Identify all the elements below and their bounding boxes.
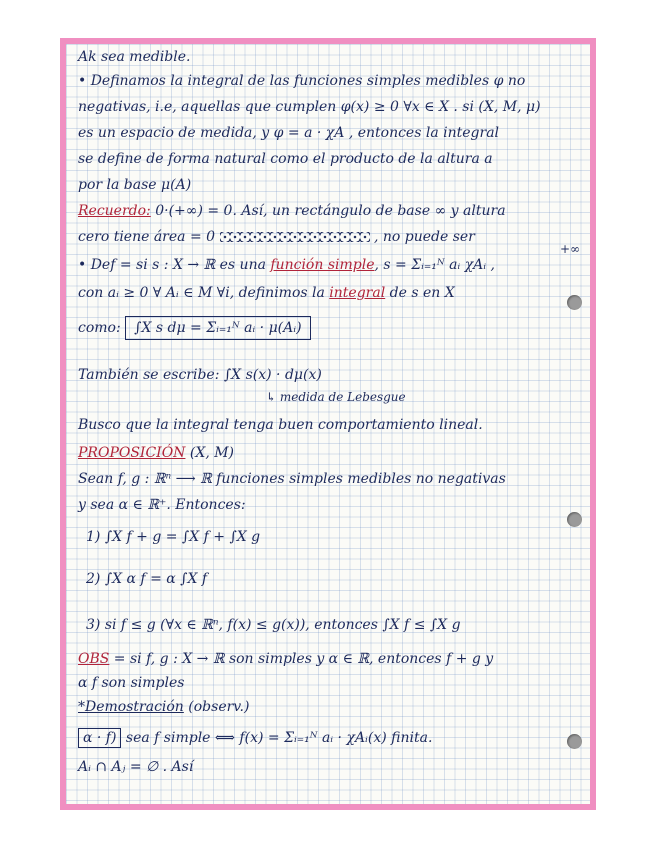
integral-emphasis: integral	[329, 285, 386, 301]
line-22: α f son simples	[78, 675, 185, 691]
line-7: Recuerdo: 0·(+∞) = 0. Así, un rectángulo de base ∞ y altura	[78, 203, 506, 219]
integral-definition-box: ∫X s dμ = Σᵢ₌₁ᴺ aᵢ · μ(Aᵢ)	[125, 316, 310, 340]
line-3: negativas, i.e, aquellas que cumplen φ(x) ≥ 0 ∀x ∈ X . si (X, M, μ)	[78, 99, 541, 115]
line-13: ↳ medida de Lebesgue	[266, 390, 406, 404]
recuerdo-label: Recuerdo:	[78, 203, 151, 219]
line-23: *Demostración (observ.)	[78, 699, 250, 715]
notebook-page	[66, 44, 590, 804]
line-16: Sean f, g : ℝⁿ ⟶ ℝ funciones simples medibles no negativas	[78, 471, 506, 487]
line-11: como: ∫X s dμ = Σᵢ₌₁ᴺ aᵢ · μ(Aᵢ)	[78, 316, 311, 340]
line-24: α · f) sea f simple ⟺ f(x) = Σᵢ₌₁ᴺ aᵢ · χAᵢ(x) finita.	[78, 728, 432, 748]
binder-hole	[567, 512, 582, 527]
line-17: y sea α ∈ ℝ⁺. Entonces:	[78, 497, 246, 513]
binder-hole	[567, 734, 582, 749]
proposicion-heading: PROPOSICIÓN	[78, 445, 186, 461]
scribble-mark	[220, 232, 370, 242]
line-5: se define de forma natural como el producto de la altura a	[78, 151, 493, 167]
line-21: OBS = si f, g : X → ℝ son simples y α ∈ ℝ, entonces f + g y	[78, 651, 494, 667]
line-15: PROPOSICIÓN (X, M)	[78, 445, 235, 461]
margin-note: +∞	[560, 242, 581, 256]
funcion-simple-emphasis: función simple	[270, 257, 375, 273]
alpha-f-label: α · f)	[78, 728, 121, 748]
line-8: cero tiene área = 0 , no puede ser	[78, 229, 475, 245]
line-20: 3) si f ≤ g (∀x ∈ ℝⁿ, f(x) ≤ g(x)), entonces ∫X f ≤ ∫X g	[86, 617, 461, 633]
line-12: También se escribe: ∫X s(x) · dμ(x)	[78, 367, 322, 383]
line-1: Ak sea medible.	[78, 49, 191, 65]
line-2: • Definamos la integral de las funciones simples medibles φ no	[78, 73, 526, 89]
binder-hole	[567, 295, 582, 310]
line-10: con aᵢ ≥ 0 ∀ Aᵢ ∈ M ∀i, definimos la integral de s en X	[78, 285, 455, 301]
line-25: Aᵢ ∩ Aⱼ = ∅ . Así	[78, 759, 194, 775]
demostracion-heading: *Demostración	[78, 699, 184, 715]
line-4: es un espacio de medida, y φ = a · χA , entonces la integral	[78, 125, 500, 141]
obs-label: OBS	[78, 651, 110, 667]
line-19: 2) ∫X α f = α ∫X f	[86, 571, 208, 587]
line-9: • Def = si s : X → ℝ es una función simple, s = Σᵢ₌₁ᴺ aᵢ χAᵢ ,	[78, 257, 496, 273]
line-6: por la base μ(A)	[78, 177, 192, 193]
line-18: 1) ∫X f + g = ∫X f + ∫X g	[86, 529, 261, 545]
line-14: Busco que la integral tenga buen comportamiento lineal.	[78, 417, 483, 433]
